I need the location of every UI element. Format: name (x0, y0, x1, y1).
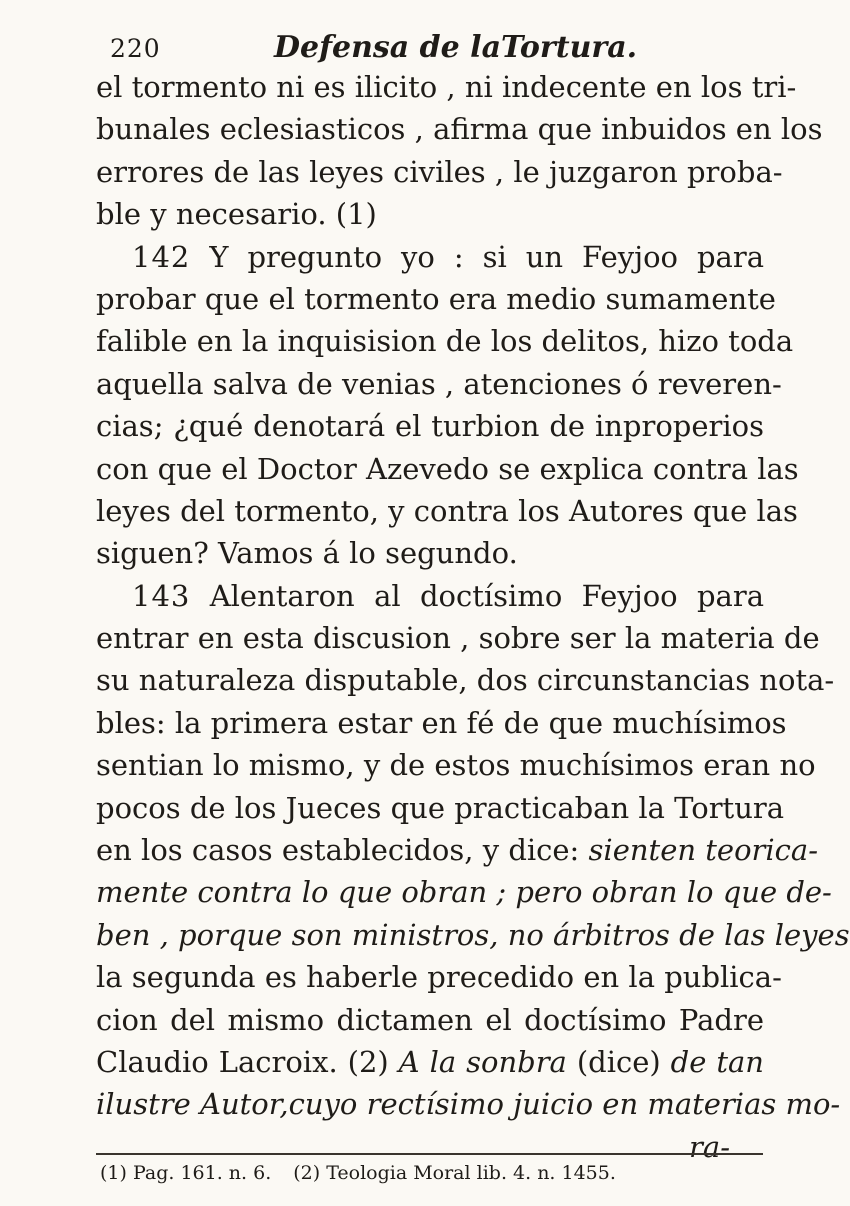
text-segment: siguen? Vamos á lo segundo. (96, 536, 518, 571)
text-segment: bles: la primera estar en fé de que muchísimos (96, 705, 787, 740)
text-segment: cias; ¿qué denotará el turbion de inproperios (96, 409, 764, 444)
text-line (96, 405, 764, 447)
text-segment: A la sonbra (398, 1044, 567, 1079)
text-segment: cion del mismo dictamen el doctísimo Padre (96, 1002, 764, 1037)
text-line (96, 66, 797, 108)
text-segment: su naturaleza disputable, dos circunstancias nota- (96, 663, 835, 698)
text-line (96, 532, 764, 574)
footnote: (2) Teologia Moral lib. 4. n. 1455. (293, 1162, 616, 1184)
text-segment: la segunda es haberle precedido en la publica- (96, 960, 782, 995)
text-line (96, 448, 799, 490)
page-number: 220 (110, 34, 161, 63)
text-line (96, 363, 782, 405)
text-line (96, 956, 782, 998)
running-title: Defensa de laTortura. (274, 30, 638, 65)
text-segment: ilustre Autor,cuyo rectísimo juicio en materias mo- (96, 1087, 841, 1122)
paragraph-number: 143 (132, 578, 191, 613)
text-line (96, 871, 832, 913)
text-line (96, 236, 764, 278)
text-line (96, 829, 818, 871)
text-line (96, 490, 798, 532)
catchword: ra- (689, 1129, 730, 1164)
text-line (96, 744, 816, 786)
text-segment: falible en la inquisision de los delitos, hizo toda (96, 324, 794, 359)
footnote-rule (96, 1153, 763, 1155)
text-line (96, 659, 835, 701)
text-line (96, 278, 776, 320)
page-header (110, 26, 761, 66)
text-line (96, 787, 785, 829)
footnotes (100, 1162, 770, 1184)
text-line (96, 999, 764, 1041)
text-line (96, 1041, 764, 1083)
text-segment: Y pregunto yo : si un Feyjoo para (190, 239, 764, 274)
text-segment: de tan (670, 1044, 764, 1079)
text-line (96, 914, 850, 956)
text-line (96, 320, 794, 362)
text-segment: sienten teorica- (588, 833, 818, 868)
text-line (96, 108, 823, 150)
text-line (96, 617, 820, 659)
text-segment: pocos de los Jueces que practicaban la Tortura (96, 790, 785, 825)
text-segment: aquella salva de venias , atenciones ó reveren- (96, 366, 782, 401)
text-segment: ben , porque son ministros, no árbitros de las leyes (96, 917, 850, 952)
text-segment: entrar en esta discusion , sobre ser la materia de (96, 621, 820, 656)
text-segment: (dice) (566, 1044, 671, 1079)
text-segment: errores de las leyes civiles , le juzgaron proba- (96, 154, 783, 189)
text-segment: mente contra lo que obran ; pero obran lo que de- (96, 875, 832, 910)
body-text (96, 66, 850, 1168)
text-segment: sentian lo mismo, y de estos muchísimos eran no (96, 748, 816, 783)
text-line (96, 575, 764, 617)
text-segment: el tormento ni es ilicito , ni indecente en los tri- (96, 70, 797, 104)
text-segment: leyes del tormento, y contra los Autores que las (96, 493, 798, 528)
text-segment: ble y necesario. (1) (96, 197, 377, 232)
text-segment: con que el Doctor Azevedo se explica contra las (96, 451, 799, 486)
footnote: (1) Pag. 161. n. 6. (100, 1162, 272, 1184)
text-segment: probar que el tormento era medio sumamente (96, 281, 776, 316)
text-segment: bunales eclesiasticos , afirma que inbuidos en los (96, 112, 823, 147)
text-segment: Alentaron al doctísimo Feyjoo para (190, 578, 764, 613)
text-line (96, 1083, 841, 1125)
text-line (96, 702, 787, 744)
text-segment: en los casos establecidos, y dice: (96, 833, 589, 868)
text-line (96, 193, 764, 235)
text-line (96, 151, 783, 193)
paragraph-number: 142 (132, 239, 191, 274)
text-segment: Claudio Lacroix. (2) (96, 1044, 399, 1079)
